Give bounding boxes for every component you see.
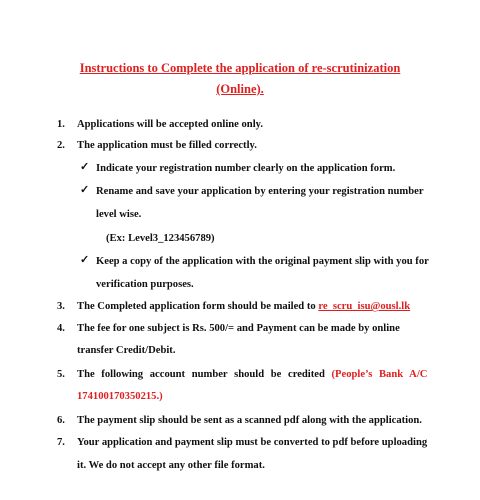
item-4-line-1: The fee for one subject is Rs. 500/= and Payment can be made by online — [77, 323, 400, 334]
item-number-4: 4. — [57, 323, 65, 334]
account-label: (People’s Bank A/C — [331, 369, 428, 380]
item-number-7: 7. — [57, 437, 65, 448]
checkmark-icon: ✓ — [80, 184, 90, 196]
subitem-2-example: (Ex: Level3_123456789) — [106, 233, 215, 244]
item-number-1: 1. — [57, 119, 65, 130]
subitem-3-line-2: verification purposes. — [96, 279, 194, 290]
item-3-text-main: The Completed application form should be mailed to — [77, 301, 316, 312]
title-line-1: Instructions to Complete the application of re-scrutinization — [79, 61, 401, 75]
item-number-2: 2. — [57, 140, 65, 151]
subitem-3-line-1: Keep a copy of the application with the original payment slip with you for — [96, 256, 429, 267]
item-number-3: 3. — [57, 301, 65, 312]
checkmark-icon: ✓ — [80, 254, 90, 266]
item-6-text: The payment slip should be sent as a scanned pdf along with the application. — [77, 415, 422, 426]
item-5-line-1 — [77, 368, 427, 381]
checkmark-icon: ✓ — [80, 161, 90, 173]
item-3-text — [77, 300, 410, 313]
email-link[interactable]: re_scru_isu@ousl.lk — [318, 301, 411, 312]
item-5-text: The following account number should be credited — [77, 369, 325, 380]
item-4-line-2: transfer Credit/Debit. — [77, 345, 176, 356]
subitem-1-text: Indicate your registration number clearly on the application form. — [96, 163, 396, 174]
item-1-text: Applications will be accepted online only. — [77, 119, 263, 130]
item-2-text: The application must be filled correctly. — [77, 140, 257, 151]
title-line-2: (Online). — [216, 82, 264, 96]
item-7-line-2: it. We do not accept any other file format. — [77, 460, 265, 471]
subitem-2-line-2: level wise. — [96, 209, 142, 220]
item-7-line-1: Your application and payment slip must be converted to pdf before uploading — [77, 437, 428, 448]
item-number-5: 5. — [57, 369, 65, 380]
item-number-6: 6. — [57, 415, 65, 426]
account-number: 174100170350215.) — [77, 391, 163, 402]
subitem-2-line-1: Rename and save your application by entering your registration number — [96, 186, 424, 197]
